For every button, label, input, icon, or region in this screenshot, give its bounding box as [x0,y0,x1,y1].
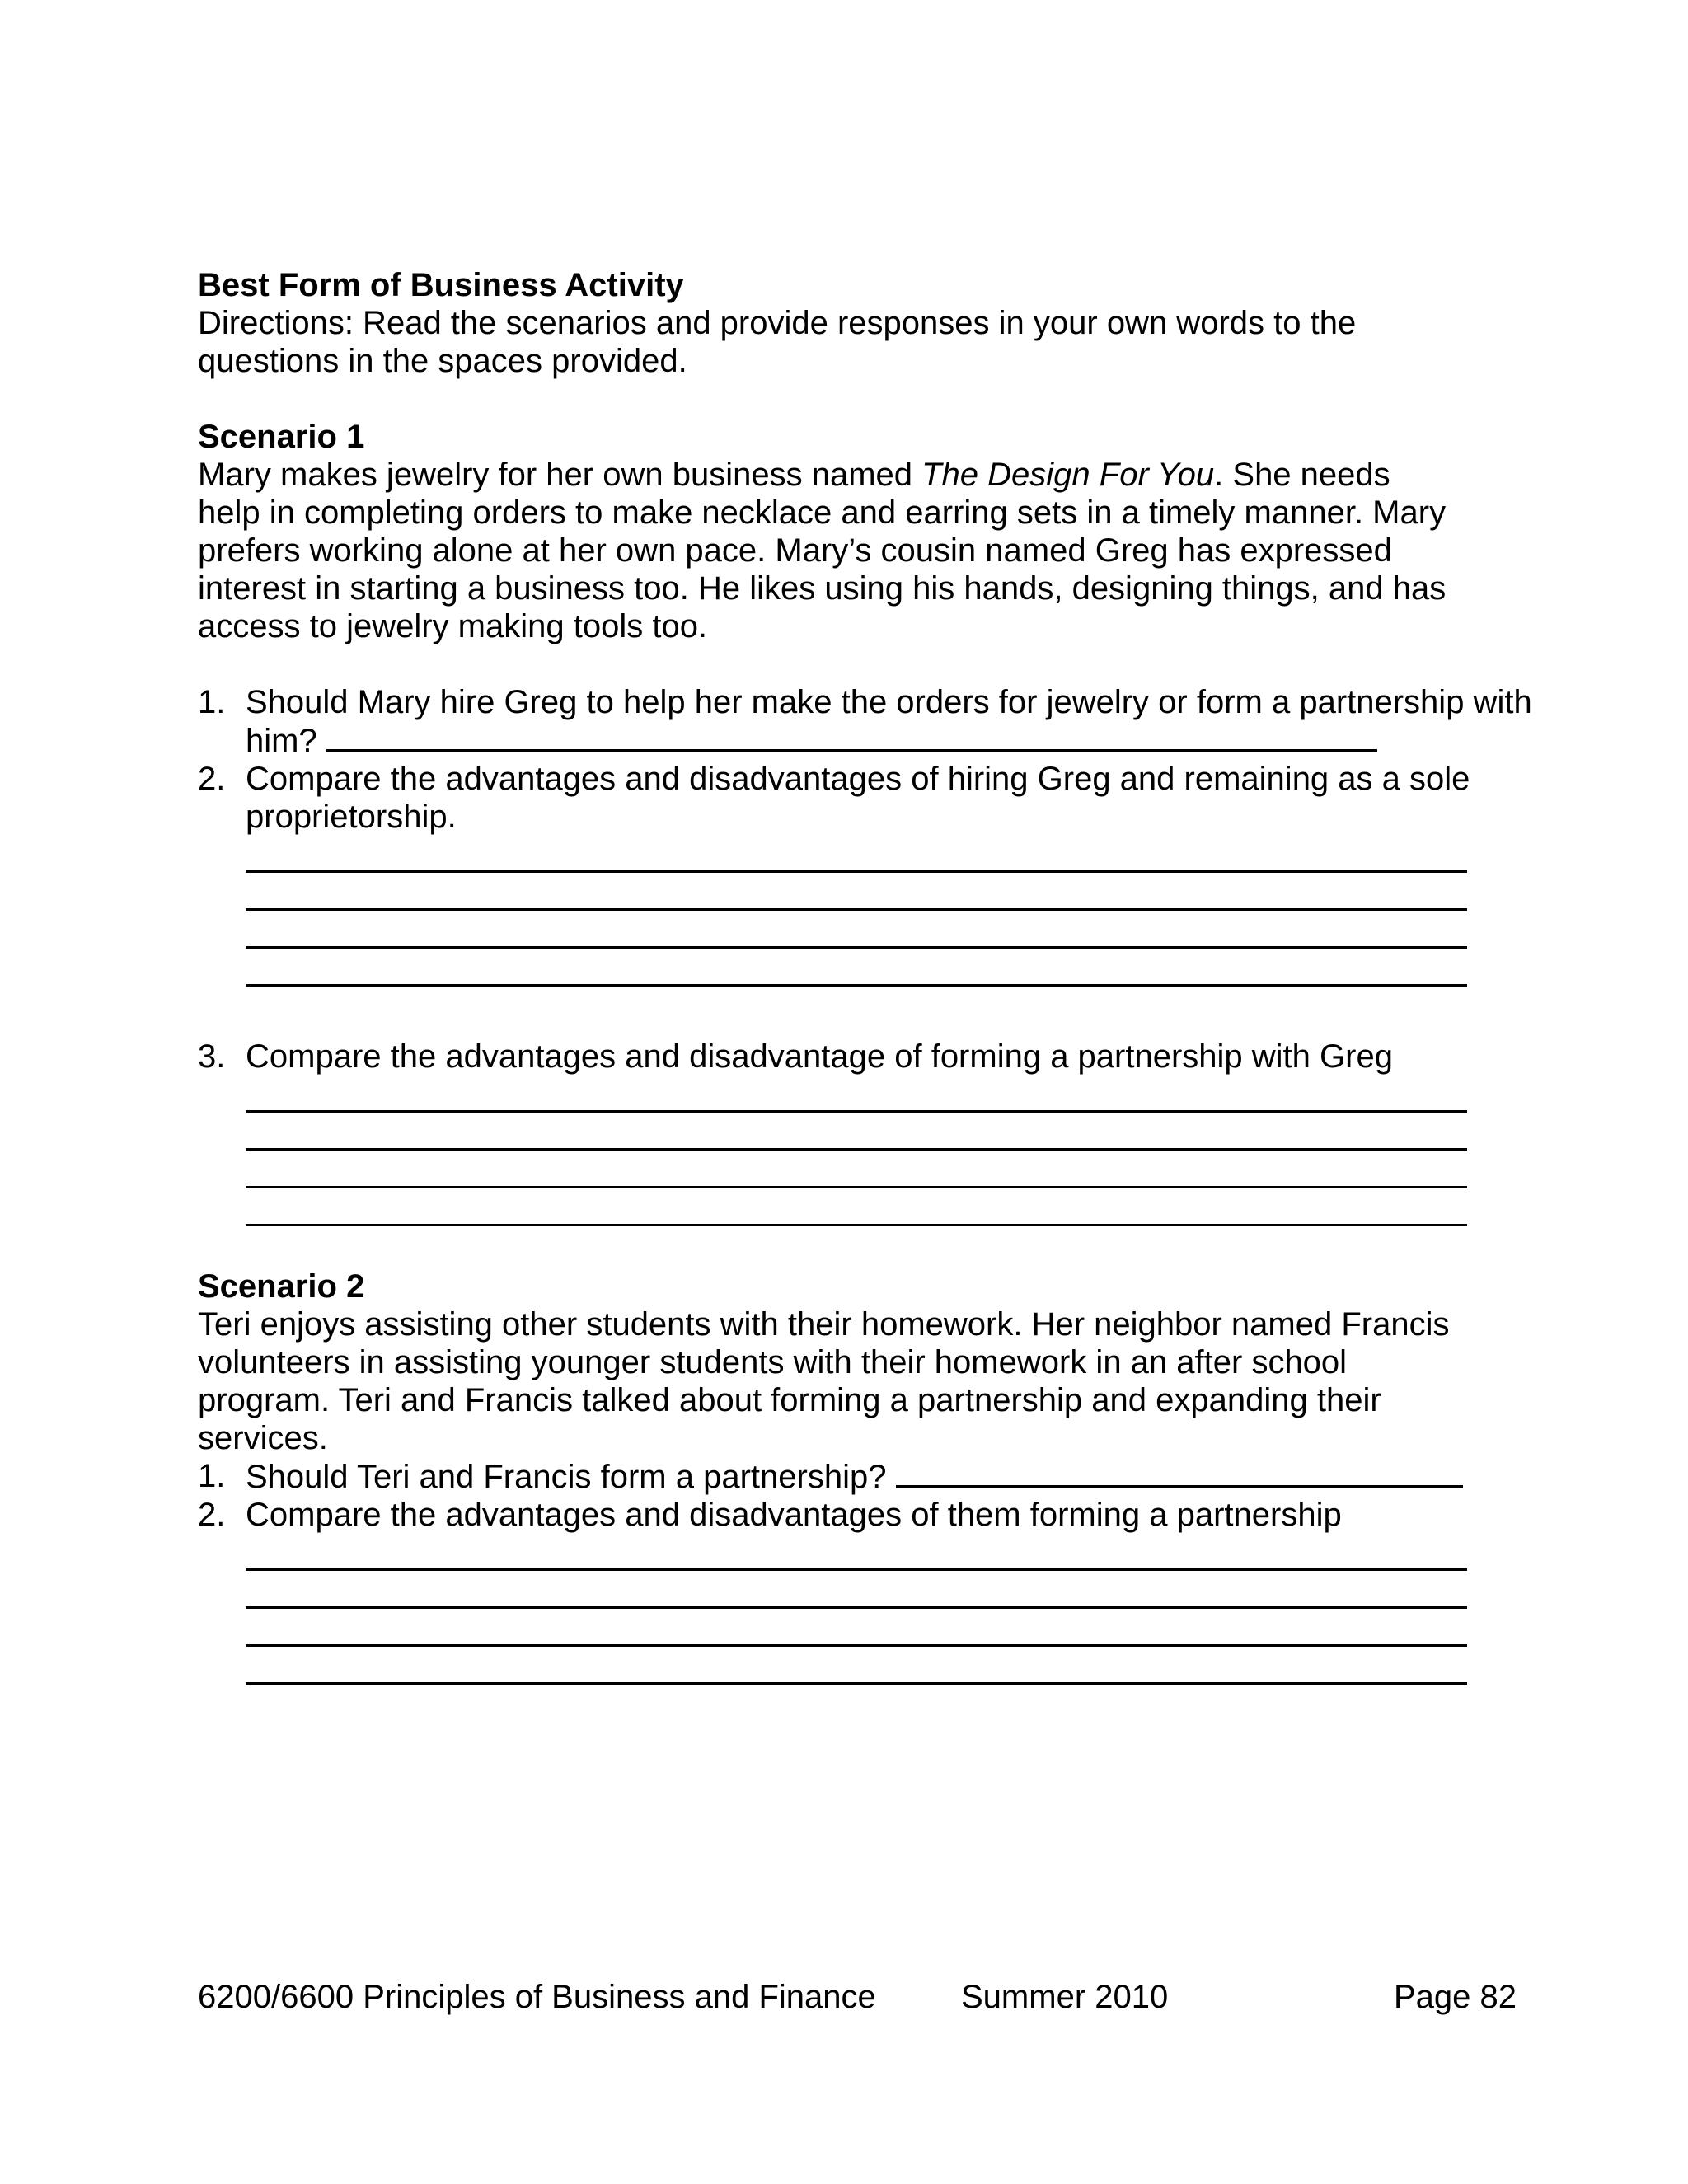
footer-term: Summer 2010 [961,1979,1169,2015]
scenario-1-question-2 [198,760,1533,836]
answer-line[interactable] [246,873,1467,911]
scenario-1-heading: Scenario 1 [198,419,365,455]
answer-line[interactable] [246,949,1467,987]
scenario-2-question-2-answer-lines [246,1535,1467,1685]
scenario-1-question-3 [198,1038,1533,1076]
answer-blank[interactable] [326,721,1377,752]
question-number: 1. [198,1458,226,1494]
answer-line[interactable] [246,1188,1467,1226]
page-footer [198,1978,1517,2019]
scenario-1-text [198,456,1459,645]
answer-line[interactable] [246,1535,1467,1571]
footer-course: 6200/6600 Principles of Business and Finance [198,1979,876,2015]
question-text: Compare the advantages and disadvantage of forming a partnership with Greg [246,1038,1393,1075]
answer-line[interactable] [246,1077,1467,1113]
answer-line[interactable] [246,911,1467,949]
scenario-2-heading: Scenario 2 [198,1268,365,1305]
footer-page-number: Page 82 [1393,1979,1517,2015]
scenario-2-question-1 [198,1457,1533,1496]
answer-line[interactable] [246,1609,1467,1647]
question-text: Should Teri and Francis form a partnership? [246,1459,887,1495]
answer-line[interactable] [246,1571,1467,1609]
answer-line[interactable] [246,1113,1467,1151]
scenario-2-question-2 [198,1496,1533,1534]
answer-line[interactable] [246,1647,1467,1685]
answer-line[interactable] [246,837,1467,873]
scenario-1-text-after: . She needs help in completing orders to make necklace and earring sets in a timely manner. Mary prefers working alone at her own pace. Mary’s cousin named Greg has expressed interest in starting a business too. He likes using his hands, designing things, and has access to jewelry making tools too. [198,457,1447,644]
question-number: 1. [198,684,226,720]
question-number: 2. [198,1497,226,1533]
question-text: Compare the advantages and disadvantages of them forming a partnership [246,1497,1342,1533]
page-title: Best Form of Business Activity [198,267,684,303]
worksheet-page [198,266,1533,1685]
answer-blank[interactable] [896,1457,1463,1488]
scenario-1-text-before: Mary makes jewelry for her own business named [198,457,922,493]
scenario-1-question-3-answer-lines [246,1077,1467,1226]
business-name: The Design For You [921,457,1215,493]
scenario-1-question-1 [198,683,1533,760]
question-text: Should Mary hire Greg to help her make the orders for jewelry or form a partnership with him? [246,684,1532,759]
question-number: 2. [198,761,226,797]
directions-text: Directions: Read the scenarios and provide responses in your own words to the questions in the spaces provided. [198,305,1357,379]
answer-line[interactable] [246,1151,1467,1188]
scenario-2-text: Teri enjoys assisting other students with their homework. Her neighbor named Francis volunteers in assisting younger students with their homework in an after school program. Teri and Francis talked about forming a partnership and expanding their services. [198,1306,1450,1456]
question-text: Compare the advantages and disadvantages of hiring Greg and remaining as a sole proprietorship. [246,761,1470,835]
scenario-1-question-2-answer-lines [246,837,1467,987]
question-number: 3. [198,1038,226,1075]
